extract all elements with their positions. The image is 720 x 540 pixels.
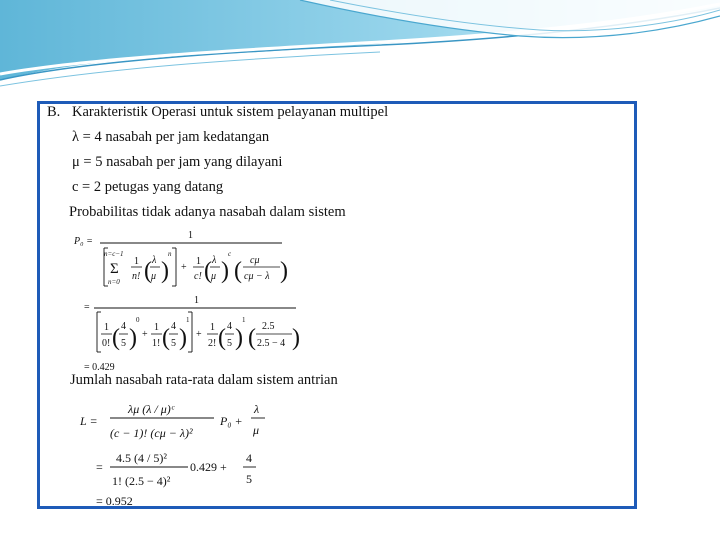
svg-text:c: c xyxy=(228,250,232,258)
p0-result: = 0.429 xyxy=(84,362,115,373)
svg-text:(c − 1)! (cμ − λ)²: (c − 1)! (cμ − λ)² xyxy=(110,426,193,440)
svg-text:=: = xyxy=(84,302,90,313)
svg-text:λ: λ xyxy=(152,255,157,266)
svg-text:1: 1 xyxy=(186,316,190,324)
t-nfact: n! xyxy=(132,271,141,282)
svg-text:4: 4 xyxy=(121,321,126,332)
svg-text:5: 5 xyxy=(227,338,232,349)
svg-text:0: 0 xyxy=(136,316,140,324)
l-result: = 0.952 xyxy=(96,494,133,508)
svg-text:n: n xyxy=(168,250,172,258)
p0-sum-top: n=c−1 xyxy=(104,250,124,258)
svg-text:4.5 (4 / 5)²: 4.5 (4 / 5)² xyxy=(116,451,167,465)
t-one: 1 xyxy=(134,256,139,267)
p0-lhs: P₀ = xyxy=(74,236,93,247)
svg-text:(: ( xyxy=(162,325,170,351)
svg-text:5: 5 xyxy=(246,472,252,486)
svg-text:λ: λ xyxy=(254,402,260,416)
svg-text:): ) xyxy=(179,325,187,351)
p0-sum-bottom: n=0 xyxy=(108,278,120,286)
svg-text:(: ( xyxy=(248,325,256,351)
svg-text:1: 1 xyxy=(104,322,109,333)
svg-text:μ: μ xyxy=(253,423,260,437)
svg-text:): ) xyxy=(280,258,288,284)
svg-text:μ: μ xyxy=(151,271,157,282)
svg-text:): ) xyxy=(235,325,243,351)
l-general-formula xyxy=(79,402,265,440)
l-substituted-formula xyxy=(96,451,256,508)
p0-numerator: 1 xyxy=(188,230,193,241)
svg-text:λ: λ xyxy=(212,255,217,266)
svg-text:0!: 0! xyxy=(102,338,111,349)
svg-text:4: 4 xyxy=(246,451,252,465)
p0-label: Probabilitas tidak adanya nasabah dalam sistem xyxy=(69,204,346,220)
svg-text:λμ (λ / μ)ᶜ: λμ (λ / μ)ᶜ xyxy=(128,402,174,416)
svg-text:1: 1 xyxy=(242,316,246,324)
svg-text:4: 4 xyxy=(227,321,232,332)
svg-text:(: ( xyxy=(218,325,226,351)
svg-text:1!: 1! xyxy=(152,338,161,349)
svg-text:0.429 +: 0.429 + xyxy=(190,460,227,474)
param-c: c = 2 petugas yang datang xyxy=(72,179,224,195)
svg-text:c!: c! xyxy=(194,271,202,282)
svg-text:2.5 − 4: 2.5 − 4 xyxy=(257,338,286,349)
svg-text:1: 1 xyxy=(196,256,201,267)
svg-text:1: 1 xyxy=(194,295,199,306)
p0-general-formula xyxy=(73,230,288,286)
section-marker: B. xyxy=(47,104,61,120)
svg-text:1! (2.5 − 4)²: 1! (2.5 − 4)² xyxy=(112,474,171,488)
svg-text:+: + xyxy=(196,329,202,340)
svg-text:+: + xyxy=(142,329,148,340)
param-mu: μ = 5 nasabah per jam yang dilayani xyxy=(72,154,283,170)
l-label: Jumlah nasabah rata-rata dalam sistem antrian xyxy=(70,372,338,388)
svg-text:(: ( xyxy=(112,325,120,351)
svg-text:(: ( xyxy=(204,258,212,284)
svg-text:): ) xyxy=(292,325,300,351)
param-lambda: λ = 4 nasabah per jam kedatangan xyxy=(72,129,270,145)
svg-text:+: + xyxy=(181,262,187,273)
svg-text:(: ( xyxy=(234,258,242,284)
svg-text:cμ: cμ xyxy=(250,255,260,266)
svg-text:P₀ +: P₀ + xyxy=(220,414,243,428)
svg-text:): ) xyxy=(221,258,229,284)
svg-text:5: 5 xyxy=(171,338,176,349)
svg-text:μ: μ xyxy=(211,271,217,282)
svg-text:4: 4 xyxy=(171,321,176,332)
svg-text:2.5: 2.5 xyxy=(262,321,275,332)
t-paren-l: ( xyxy=(144,258,152,284)
svg-text:=: = xyxy=(96,460,103,474)
sigma-symbol: Σ xyxy=(110,261,119,277)
svg-text:1: 1 xyxy=(154,322,159,333)
svg-text:5: 5 xyxy=(121,338,126,349)
section-title: Karakteristik Operasi untuk sistem pelayanan multipel xyxy=(72,104,389,120)
svg-text:): ) xyxy=(161,258,169,284)
svg-text:1: 1 xyxy=(210,322,215,333)
svg-text:2!: 2! xyxy=(208,338,217,349)
svg-text:): ) xyxy=(129,325,137,351)
svg-text:cμ − λ: cμ − λ xyxy=(244,271,270,282)
p0-substituted-formula xyxy=(84,295,300,373)
l-lhs: L = xyxy=(80,414,98,428)
